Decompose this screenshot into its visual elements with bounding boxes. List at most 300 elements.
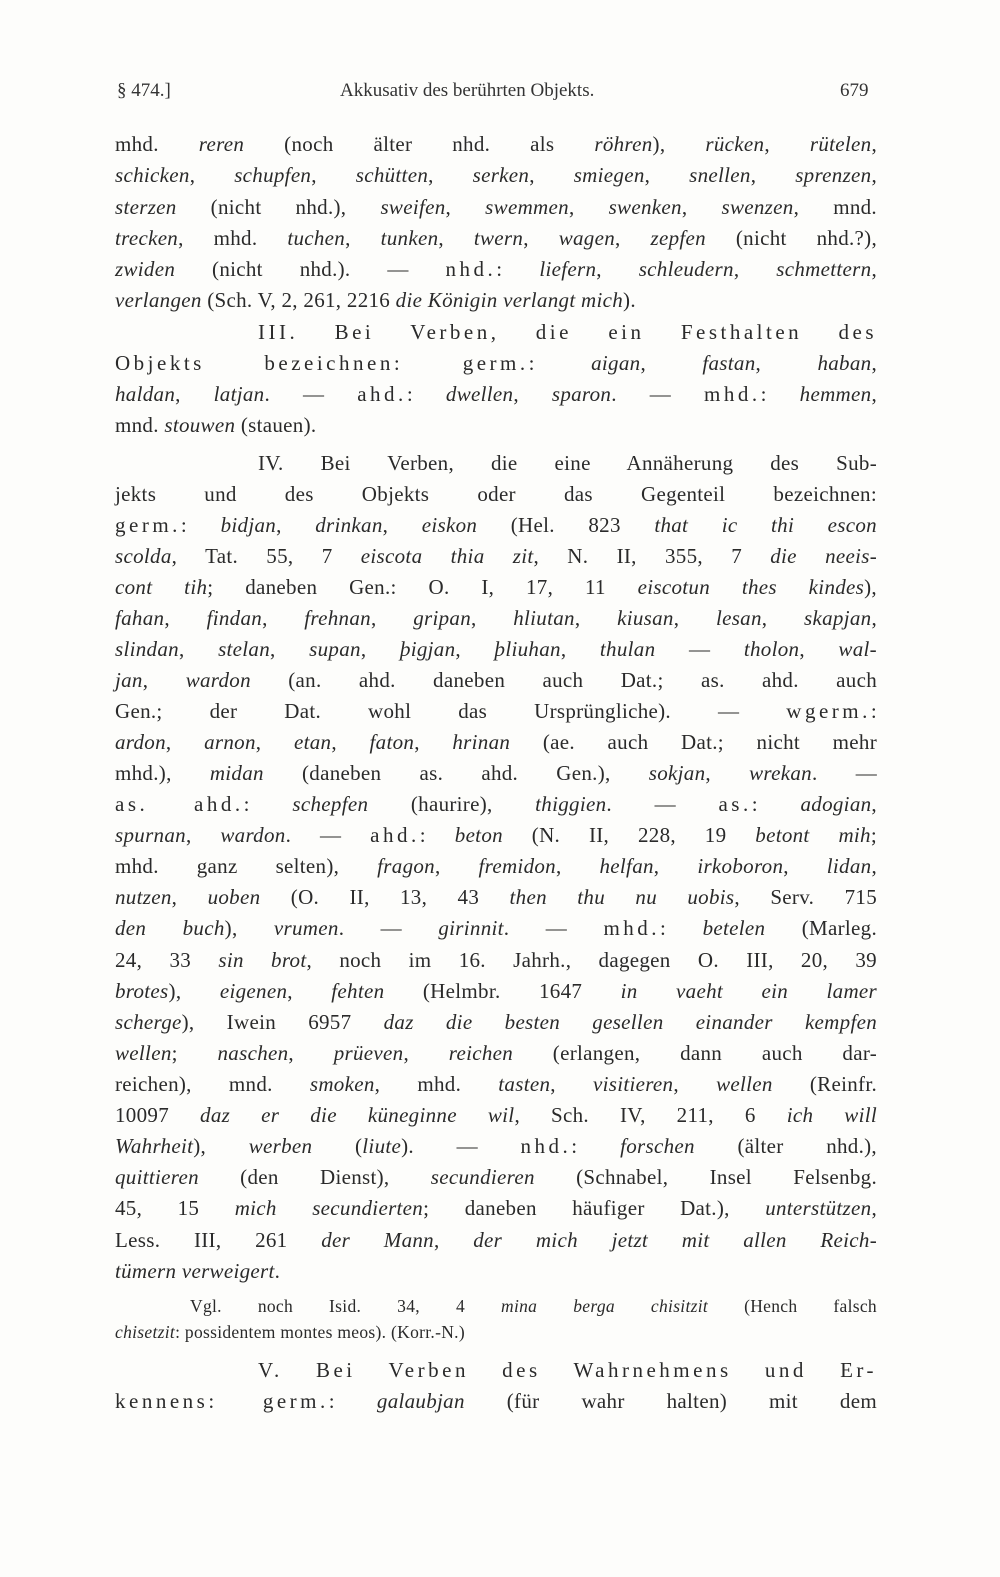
italic-term: der Mann [321,1228,434,1252]
text-run: , [270,637,310,661]
italic-term: haldan [115,382,176,406]
italic-term: dwellen [445,382,514,406]
text-run: , mhd. [374,1072,499,1096]
text-line [115,349,877,377]
text-line [115,666,877,694]
italic-term: die neeis- [770,544,878,568]
text-run: . — [338,916,439,940]
italic-term: þigjan [399,637,456,661]
italic-term: der mich jetzt mit allen Reich- [473,1228,877,1252]
text-line [115,946,877,974]
text-run: : [751,792,801,816]
italic-term: wal- [838,637,877,661]
text-run: , [871,257,877,281]
text-line [115,130,877,158]
text-line [115,1101,877,1129]
italic-term: eiscota thia zit [360,544,534,568]
text-run: ). [623,288,636,312]
text-run: , [871,163,878,187]
italic-term: aigan [591,351,641,375]
spaced-text: nhd. [520,1134,572,1158]
text-run: , [513,382,552,406]
text-run: : [328,1389,377,1413]
italic-term: chisetzit [115,1322,176,1342]
italic-term: rücken [705,132,765,156]
text-line [115,1226,877,1254]
text-run: , [428,163,473,187]
text-run: (daneben as. ahd. Gen.), [263,761,649,785]
text-run: . — [264,382,358,406]
italic-term: skapjan [804,606,872,630]
italic-term: sweifen [380,195,446,219]
italic-term: wagen [558,226,616,250]
text-line [258,1356,877,1384]
text-run: , [345,226,381,250]
italic-term: wrekan [749,761,812,785]
text-line [115,1008,877,1036]
text-run: 45, 15 [115,1196,235,1220]
text-run: (Helmbr. 1647 [384,979,621,1003]
text-run: , [471,606,514,630]
italic-term: faton [369,730,415,754]
text-run: (haurire), [368,792,536,816]
italic-term: twern [473,226,524,250]
text-run: . [274,1259,281,1283]
text-run: : [180,513,221,537]
text-line [115,511,877,539]
italic-term: swemmen [485,195,569,219]
spaced-text: ahd. [370,823,420,847]
italic-term: spurnan [115,823,186,847]
italic-term: liute [362,1134,402,1158]
text-run: (nicht nhd.?), [705,226,878,250]
italic-term: schmettern [776,257,872,281]
italic-term: kiusan [617,606,674,630]
text-run: ), Iwein 6957 [181,1010,384,1034]
text-run: , [755,351,818,375]
text-run: ; [870,823,877,847]
text-line [115,286,877,314]
text-run: : [571,1134,621,1158]
text-run: : [406,382,446,406]
italic-term: gripan [413,606,471,630]
italic-term: wardon [220,823,286,847]
italic-term: jan [115,668,143,692]
text-run: : [419,823,455,847]
text-run: , [871,351,877,375]
italic-term: bidjan [220,513,277,537]
text-run: , [288,1041,334,1065]
text-run: (Hel. 823 [477,513,655,537]
italic-term: betont mih [755,823,871,847]
text-run: IV. Bei Verben, die eine Annäherung des Sub- [258,451,877,475]
text-run: (den Dienst), [198,1165,431,1189]
italic-term: eiskon [421,513,478,537]
text-line [115,480,877,508]
italic-term: forschen [620,1134,695,1158]
italic-term: hemmen [799,382,872,406]
text-run: Vgl. noch Isid. 34, 4 [190,1296,502,1316]
italic-term: wardon [185,668,251,692]
italic-term: lesan [715,606,762,630]
text-run: : [243,792,293,816]
italic-term: fahan [115,606,165,630]
italic-term: nutzen [115,885,172,909]
italic-term: eiscotun thes kindes [637,575,865,599]
text-line [258,449,877,477]
italic-term: ich will [786,1103,877,1127]
italic-term: snellen [689,163,751,187]
italic-term: slindan [115,637,179,661]
text-line [115,728,877,756]
italic-term: fragon [377,854,435,878]
text-line [115,914,877,942]
italic-term: prüeven [333,1041,404,1065]
spaced-text: III. Bei Verben, die ein Festhalten des [258,320,877,344]
text-run: , [871,132,877,156]
italic-term: brotes [115,979,169,1003]
text-run: ; [171,1041,218,1065]
italic-term: schupfen [234,163,312,187]
text-run: , [555,854,600,878]
italic-term: haban [817,351,872,375]
text-line [115,852,877,880]
italic-term: mich secundierten [234,1196,424,1220]
italic-term: visitieren [592,1072,674,1096]
text-run: , [673,1072,717,1096]
text-line [115,380,877,408]
text-run: , [733,257,777,281]
text-run: , [871,382,878,406]
text-run: mhd.), [115,761,210,785]
text-line [115,759,877,787]
text-run: , mhd. [178,226,288,250]
text-run: , [596,257,639,281]
text-run: 10097 [115,1103,201,1127]
italic-term: zepfen [650,226,706,250]
text-run: (Reinfr. [772,1072,877,1096]
text-run: , [189,163,235,187]
text-run: , [434,854,479,878]
italic-term: eigenen [219,979,288,1003]
text-run: , Serv. 715 [734,885,877,909]
text-run: (nicht nhd.). — [175,257,446,281]
text-run: , [433,1228,474,1252]
text-run: , Tat. 55, 7 [171,544,361,568]
text-line [115,883,877,911]
italic-term: mina berga chisitzit [501,1296,709,1316]
text-line [115,224,877,252]
italic-term: sin brot [218,948,307,972]
italic-term: reichen [448,1041,514,1065]
italic-term: girinnit [438,916,504,940]
text-run: , [255,730,294,754]
italic-term: findan [206,606,263,630]
text-run: , [871,854,878,878]
italic-term: liefern [539,257,597,281]
text-run: ; daneben Gen.: O. I, 17, 11 [207,575,638,599]
text-run: 24, 33 [115,948,219,972]
text-run: , [276,513,316,537]
italic-term: schicken [115,163,190,187]
spaced-text: V. Bei Verben des Wahrnehmens und Er- [258,1358,877,1382]
italic-term: that ic thi escon [654,513,877,537]
italic-term: sparon [551,382,612,406]
text-run: , [142,668,186,692]
italic-term: die Königin verlangt mich [395,288,624,312]
text-run: (für wahr halten) mit dem [464,1389,877,1413]
text-run: , N. II, 355, 7 [533,544,771,568]
italic-term: supan [309,637,361,661]
italic-term: arnon [204,730,256,754]
text-run: , [171,885,208,909]
text-line [115,255,877,283]
italic-term: vrumen [273,916,339,940]
italic-term: verlangen [115,288,202,312]
text-run: ; daneben häufiger Dat.), [423,1196,766,1220]
italic-term: wellen [716,1072,773,1096]
italic-term: hrinan [452,730,511,754]
text-line [115,977,877,1005]
italic-term: reren [198,132,245,156]
text-run: , [382,513,422,537]
footnote-line [190,1294,877,1318]
italic-term: stelan [218,637,271,661]
italic-term: uoben [207,885,261,909]
text-run: , mnd. [793,195,877,219]
text-run: , [403,1041,449,1065]
text-run: , [761,606,805,630]
italic-term: tunken [380,226,439,250]
spaced-text: as. ahd. [115,792,244,816]
text-run: . — [285,823,371,847]
text-run: (an. ahd. daneben auch Dat.; as. ahd. auch [250,668,878,692]
italic-term: röhren [594,132,653,156]
text-run: , [871,1196,878,1220]
italic-term: sterzen [115,195,177,219]
text-run: , [438,226,474,250]
text-run: : [496,257,540,281]
italic-term: scherge [115,1010,182,1034]
text-run: ), [168,979,220,1003]
italic-term: schleudern [638,257,734,281]
text-run: , [673,606,716,630]
text-run: ), [864,575,877,599]
text-run: , [414,730,453,754]
text-run: , [799,637,839,661]
italic-term: frehnan [304,606,371,630]
italic-term: sprenzen [795,163,872,187]
text-run: (N. II, 228, 19 [502,823,756,847]
italic-term: þliuhan [494,637,561,661]
text-run: , [640,351,703,375]
text-run: (ae. auch Dat.; nicht mehr [510,730,877,754]
text-line [115,1070,877,1098]
text-run: , [560,637,600,661]
text-run: mhd. [115,132,199,156]
text-line [115,1194,877,1222]
text-line [115,604,877,632]
text-run: , [871,606,878,630]
italic-term: etan [293,730,332,754]
spaced-text: mhd. [703,382,761,406]
italic-term: Wahrheit [115,1134,194,1158]
text-line [115,542,877,570]
text-run: : [870,699,877,723]
text-run: (stauen). [235,413,317,437]
text-run: , [185,823,221,847]
spaced-text: wgerm. [786,699,871,723]
italic-term: beton [454,823,503,847]
text-line [115,790,877,818]
italic-term: quittieren [115,1165,199,1189]
text-run: (Sch. V, 2, 261, 2216 [201,288,396,312]
italic-term: schütten [355,163,429,187]
italic-term: ardon [115,730,166,754]
text-run: , [523,226,559,250]
text-line [115,1163,877,1191]
italic-term: tasten [498,1072,551,1096]
italic-term: drinkan [315,513,383,537]
italic-term: naschen [217,1041,289,1065]
spaced-text: nhd. [445,257,497,281]
text-run: (erlangen, dann auch dar- [513,1041,877,1065]
italic-term: tuchen [287,226,346,250]
text-run: , [178,637,219,661]
text-run: , [615,226,651,250]
italic-term: hliutan [513,606,575,630]
text-line [115,411,877,439]
italic-term: then thu nu uobis [509,885,735,909]
italic-term: schepfen [292,792,369,816]
text-run: , [750,163,796,187]
italic-term: betelen [702,916,766,940]
italic-term: smiegen [573,163,645,187]
spaced-text: mhd. [603,916,661,940]
text-line [115,1257,877,1285]
italic-term: adogian [800,792,872,816]
italic-term: in vaeht ein lamer [620,979,877,1003]
text-run: , [871,792,877,816]
text-run: , [529,163,574,187]
text-run: — [655,637,744,661]
text-run: . — [811,761,877,785]
text-run: ( [312,1134,363,1158]
text-run: . — [606,792,719,816]
text-run: mnd. [115,413,165,437]
page-number: 679 [840,80,869,101]
italic-term: wellen [115,1041,172,1065]
italic-term: thiggien [535,792,607,816]
text-run: , [783,854,827,878]
text-line [115,1387,877,1415]
text-run: , [705,761,750,785]
section-number: § 474.] [117,80,171,101]
italic-term: serken [472,163,530,187]
text-run: jekts und des Objekts oder das Gegenteil bezeichnen: [115,482,877,506]
spaced-text: Objekts bezeichnen: germ. [115,351,529,375]
text-line [115,573,877,601]
text-run: ), [224,916,274,940]
text-run: , [550,1072,593,1096]
text-run: , [764,132,810,156]
text-line [115,1132,877,1160]
italic-term: scolda [115,544,172,568]
spaced-text: germ. [115,513,181,537]
text-line [115,697,877,725]
text-run: , [644,163,690,187]
footnote-line [115,1320,877,1344]
text-run: ), [652,132,706,156]
italic-term: fremidon [478,854,556,878]
italic-term: cont tih [115,575,208,599]
text-run: (Schnabel, Insel Felsenbg. [534,1165,877,1189]
text-run: (Hench falsch [708,1296,877,1316]
text-run: ). — [401,1134,521,1158]
spaced-text: kennens: germ. [115,1389,329,1413]
text-run: , Sch. IV, 211, 6 [514,1103,787,1127]
text-line [115,821,877,849]
text-run: , [165,730,205,754]
text-run: (O. II, 13, 43 [260,885,510,909]
text-run: mhd. ganz selten), [115,854,378,878]
text-run: : [660,916,703,940]
text-run: , [331,730,370,754]
text-run: , [175,382,214,406]
text-run: , [370,606,414,630]
italic-term: tümern verweigert [115,1259,275,1283]
italic-term: secundieren [430,1165,535,1189]
text-run: , [568,195,609,219]
text-run: (nicht nhd.), [176,195,381,219]
text-line [115,635,877,663]
italic-term: zwiden [115,257,176,281]
italic-term: irkoboron [697,854,784,878]
italic-term: lidan [826,854,872,878]
italic-term: midan [209,761,264,785]
text-run: . — [503,916,604,940]
text-run: ), [193,1134,249,1158]
text-run: (Marleg. [765,916,878,940]
text-run: : [760,382,800,406]
text-line [115,161,877,189]
italic-term: latjan [213,382,265,406]
italic-term: daz die besten gesellen einander kempfen [383,1010,878,1034]
italic-term: sokjan [648,761,706,785]
italic-term: stouwen [164,413,236,437]
text-run: , [262,606,305,630]
italic-term: galaubjan [376,1389,465,1413]
text-run: , [445,195,486,219]
italic-term: den buch [115,916,225,940]
italic-term: fehten [331,979,385,1003]
text-run: , [164,606,207,630]
italic-term: unterstützen [765,1196,872,1220]
text-run: , [681,195,722,219]
italic-term: tholon [743,637,800,661]
italic-term: thulan [599,637,656,661]
text-run: . — [611,382,704,406]
spaced-text: as. [718,792,752,816]
text-run: , [455,637,495,661]
text-run: , [574,606,618,630]
text-run: reichen), mnd. [115,1072,310,1096]
text-run: , noch im 16. Jahrh., dagegen O. III, 20, 39 [306,948,877,972]
text-run: , [653,854,698,878]
text-run: , [311,163,356,187]
italic-term: daz er die küneginne wil [200,1103,515,1127]
italic-term: trecken [115,226,179,250]
